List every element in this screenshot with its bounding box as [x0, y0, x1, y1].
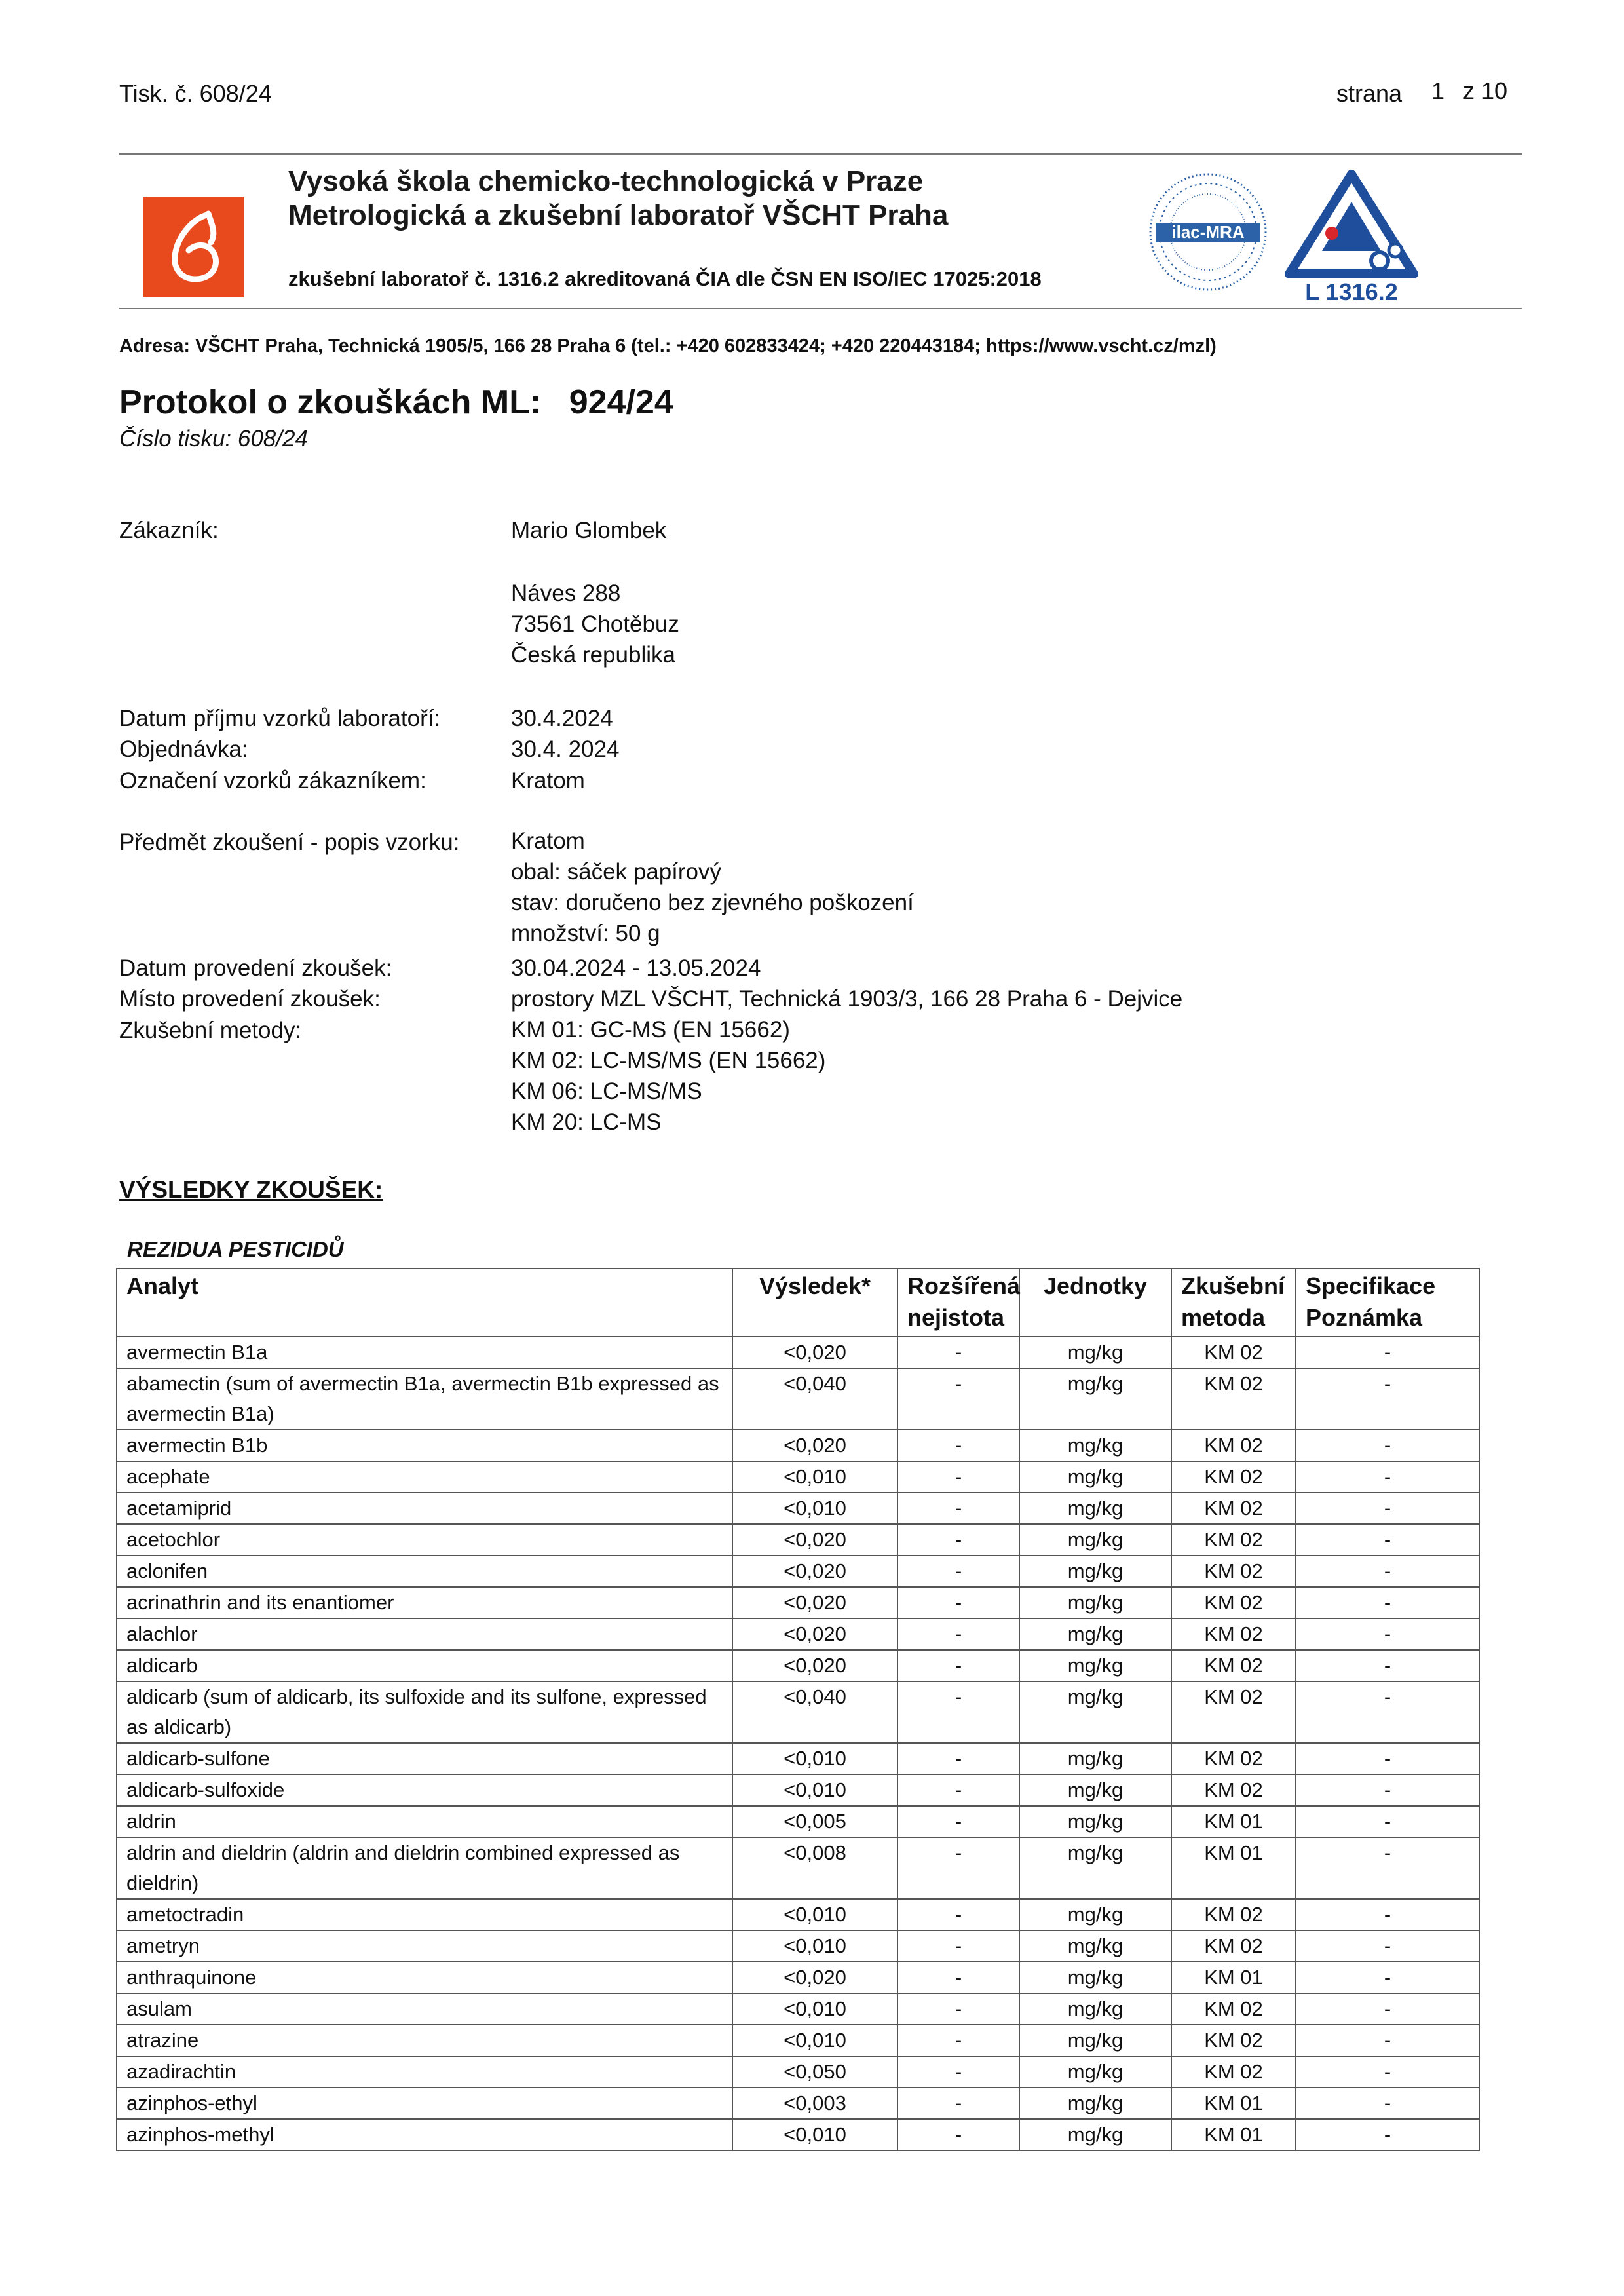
- header-bottom-rule: [119, 308, 1522, 309]
- cell-method: KM 02: [1171, 2025, 1296, 2056]
- accreditation-text: zkušební laboratoř č. 1316.2 akreditovaná ČIA dle ČSN EN ISO/IEC 17025:2018: [288, 267, 1042, 290]
- cell-result: <0,010: [732, 1774, 897, 1806]
- table-row: [117, 1337, 1479, 1368]
- cell-uncertainty: -: [897, 2025, 1019, 2056]
- cell-note: -: [1296, 1650, 1479, 1681]
- cell-result: <0,050: [732, 2056, 897, 2088]
- cell-uncertainty: -: [897, 1899, 1019, 1930]
- marking-value: Kratom: [511, 768, 585, 794]
- results-body: [117, 1337, 1479, 2151]
- cell-uncertainty: -: [897, 1337, 1019, 1368]
- institution-name: Vysoká škola chemicko-technologická v Praze: [288, 165, 924, 197]
- cell-units: mg/kg: [1019, 1556, 1171, 1587]
- cell-analyte: aldrin and dieldrin (aldrin and dieldrin combined expressed as dieldrin): [117, 1837, 732, 1899]
- cell-units: mg/kg: [1019, 1962, 1171, 1993]
- protocol-title-text: Protokol o zkouškách ML:: [119, 383, 542, 421]
- subject-line: množství: 50 g: [511, 921, 660, 946]
- table-row: [117, 1681, 1479, 1743]
- cell-note: -: [1296, 1774, 1479, 1806]
- table-row: [117, 1587, 1479, 1618]
- cell-units: mg/kg: [1019, 1368, 1171, 1430]
- cell-result: <0,020: [732, 1524, 897, 1556]
- cell-units: mg/kg: [1019, 1493, 1171, 1524]
- cell-units: mg/kg: [1019, 1681, 1171, 1743]
- method-item: KM 20: LC-MS: [511, 1109, 662, 1135]
- cell-units: mg/kg: [1019, 1774, 1171, 1806]
- customer-street: Náves 288: [511, 581, 621, 606]
- method-item: KM 01: GC-MS (EN 15662): [511, 1017, 790, 1043]
- ilac-mra-seal: [1148, 172, 1268, 292]
- test-place-value: prostory MZL VŠCHT, Technická 1903/3, 166 28 Praha 6 - Dejvice: [511, 986, 1183, 1012]
- table-row: [117, 1806, 1479, 1837]
- col-method: [1171, 1269, 1296, 1337]
- pesticide-residues-heading: REZIDUA PESTICIDŮ: [127, 1237, 344, 1261]
- cell-method: KM 02: [1171, 2056, 1296, 2088]
- subject-label: Předmět zkoušení - popis vzorku:: [119, 830, 460, 855]
- cell-method: KM 02: [1171, 1743, 1296, 1774]
- cell-units: mg/kg: [1019, 2119, 1171, 2151]
- cell-units: mg/kg: [1019, 1837, 1171, 1899]
- cell-note: -: [1296, 1461, 1479, 1493]
- col-spec-line1: Specifikace: [1306, 1272, 1436, 1299]
- cell-note: -: [1296, 1556, 1479, 1587]
- methods-list: [511, 1014, 825, 1138]
- col-result: Výsledek*: [732, 1269, 897, 1337]
- cell-result: <0,010: [732, 1493, 897, 1524]
- cell-note: -: [1296, 1618, 1479, 1650]
- cell-note: -: [1296, 2088, 1479, 2119]
- cell-result: <0,010: [732, 2119, 897, 2151]
- cell-uncertainty: -: [897, 2119, 1019, 2151]
- customer-label: Zákazník:: [119, 518, 219, 543]
- cell-note: -: [1296, 1587, 1479, 1618]
- cell-note: -: [1296, 1430, 1479, 1461]
- col-spec-line2: Poznámka: [1306, 1304, 1423, 1331]
- cell-note: -: [1296, 1899, 1479, 1930]
- subject-description: [511, 826, 914, 949]
- cell-uncertainty: -: [897, 2088, 1019, 2119]
- cell-note: -: [1296, 1962, 1479, 1993]
- receipt-label: Datum příjmu vzorků laboratoří:: [119, 706, 441, 731]
- cell-units: mg/kg: [1019, 1461, 1171, 1493]
- cell-analyte: ametryn: [117, 1930, 732, 1962]
- cell-result: <0,010: [732, 1930, 897, 1962]
- lab-name: Metrologická a zkušební laboratoř VŠCHT Praha: [288, 199, 949, 231]
- cell-method: KM 02: [1171, 1993, 1296, 2025]
- cell-analyte: acephate: [117, 1461, 732, 1493]
- subject-line: obal: sáček papírový: [511, 859, 722, 885]
- cell-units: mg/kg: [1019, 1930, 1171, 1962]
- cell-analyte: atrazine: [117, 2025, 732, 2056]
- cell-note: -: [1296, 1806, 1479, 1837]
- cell-uncertainty: -: [897, 1493, 1019, 1524]
- cell-method: KM 02: [1171, 1618, 1296, 1650]
- table-row: [117, 1837, 1479, 1899]
- protocol-title: [119, 383, 673, 422]
- print-number-italic: Číslo tisku: 608/24: [119, 426, 308, 451]
- cell-method: KM 02: [1171, 1430, 1296, 1461]
- cell-uncertainty: -: [897, 1930, 1019, 1962]
- test-date-label: Datum provedení zkoušek:: [119, 955, 392, 981]
- cell-uncertainty: -: [897, 1524, 1019, 1556]
- cell-method: KM 02: [1171, 1556, 1296, 1587]
- cell-note: -: [1296, 1743, 1479, 1774]
- cell-result: <0,010: [732, 1461, 897, 1493]
- cell-uncertainty: -: [897, 1837, 1019, 1899]
- cell-uncertainty: -: [897, 1774, 1019, 1806]
- cell-method: KM 02: [1171, 1930, 1296, 1962]
- table-row: [117, 2025, 1479, 2056]
- table-row: [117, 2119, 1479, 2151]
- cell-uncertainty: -: [897, 1430, 1019, 1461]
- cell-units: mg/kg: [1019, 1587, 1171, 1618]
- cell-note: -: [1296, 1837, 1479, 1899]
- cell-uncertainty: -: [897, 2056, 1019, 2088]
- cell-result: <0,020: [732, 1962, 897, 1993]
- cell-result: <0,010: [732, 1899, 897, 1930]
- page-total: z 10: [1463, 77, 1508, 104]
- cell-result: <0,040: [732, 1368, 897, 1430]
- cell-note: -: [1296, 1681, 1479, 1743]
- cell-note: -: [1296, 1524, 1479, 1556]
- table-row: [117, 2056, 1479, 2088]
- cell-uncertainty: -: [897, 1618, 1019, 1650]
- col-analyte: Analyt: [117, 1269, 732, 1337]
- order-value: 30.4. 2024: [511, 737, 620, 762]
- col-uncertainty-line1: Rozšířená: [907, 1272, 1021, 1299]
- print-number: Tisk. č. 608/24: [119, 80, 272, 107]
- cell-uncertainty: -: [897, 1993, 1019, 2025]
- table-row: [117, 1650, 1479, 1681]
- table-row: [117, 2088, 1479, 2119]
- cell-method: KM 02: [1171, 1524, 1296, 1556]
- cell-method: KM 02: [1171, 1587, 1296, 1618]
- cell-analyte: aldicarb (sum of aldicarb, its sulfoxide and its sulfone, expressed as aldicarb): [117, 1681, 732, 1743]
- results-heading: VÝSLEDKY ZKOUŠEK:: [119, 1176, 383, 1203]
- cell-units: mg/kg: [1019, 1899, 1171, 1930]
- cell-analyte: aldrin: [117, 1806, 732, 1837]
- cell-note: -: [1296, 1993, 1479, 2025]
- cell-analyte: ametoctradin: [117, 1899, 732, 1930]
- customer-name: Mario Glombek: [511, 518, 667, 543]
- cell-result: <0,020: [732, 1650, 897, 1681]
- customer-country: Česká republika: [511, 642, 675, 668]
- cell-units: mg/kg: [1019, 1430, 1171, 1461]
- col-method-line2: metoda: [1181, 1304, 1266, 1331]
- cell-result: <0,008: [732, 1837, 897, 1899]
- table-row: [117, 1743, 1479, 1774]
- cell-method: KM 02: [1171, 1774, 1296, 1806]
- col-units: Jednotky: [1019, 1269, 1171, 1337]
- cell-result: <0,010: [732, 2025, 897, 2056]
- cell-analyte: aldicarb-sulfoxide: [117, 1774, 732, 1806]
- cell-analyte: aclonifen: [117, 1556, 732, 1587]
- vscht-logo: [143, 197, 244, 297]
- cell-method: KM 02: [1171, 1681, 1296, 1743]
- table-row: [117, 1493, 1479, 1524]
- cia-logo: [1283, 169, 1420, 307]
- cell-units: mg/kg: [1019, 1993, 1171, 2025]
- table-row: [117, 1930, 1479, 1962]
- cell-result: <0,020: [732, 1587, 897, 1618]
- subject-line: stav: doručeno bez zjevného poškození: [511, 890, 914, 915]
- test-date-value: 30.04.2024 - 13.05.2024: [511, 955, 761, 981]
- cell-method: KM 01: [1171, 1806, 1296, 1837]
- cell-units: mg/kg: [1019, 1337, 1171, 1368]
- table-row: [117, 1899, 1479, 1930]
- page-label: strana: [1336, 80, 1403, 107]
- cell-note: -: [1296, 1337, 1479, 1368]
- cell-units: mg/kg: [1019, 2025, 1171, 2056]
- cell-method: KM 02: [1171, 1899, 1296, 1930]
- cell-analyte: acetamiprid: [117, 1493, 732, 1524]
- cell-analyte: avermectin B1b: [117, 1430, 732, 1461]
- cell-method: KM 02: [1171, 1337, 1296, 1368]
- cell-method: KM 01: [1171, 1837, 1296, 1899]
- cell-result: <0,020: [732, 1618, 897, 1650]
- method-item: KM 02: LC-MS/MS (EN 15662): [511, 1048, 826, 1073]
- cell-analyte: abamectin (sum of avermectin B1a, avermectin B1b expressed as avermectin B1a): [117, 1368, 732, 1430]
- customer-city: 73561 Chotěbuz: [511, 611, 679, 637]
- subject-line: Kratom: [511, 828, 585, 854]
- cell-result: <0,020: [732, 1430, 897, 1461]
- cell-units: mg/kg: [1019, 1650, 1171, 1681]
- marking-label: Označení vzorků zákazníkem:: [119, 768, 426, 794]
- cell-uncertainty: -: [897, 1461, 1019, 1493]
- cell-uncertainty: -: [897, 1806, 1019, 1837]
- table-row: [117, 1556, 1479, 1587]
- cell-analyte: avermectin B1a: [117, 1337, 732, 1368]
- cell-units: mg/kg: [1019, 1618, 1171, 1650]
- cell-method: KM 02: [1171, 1368, 1296, 1430]
- table-row: [117, 1461, 1479, 1493]
- cell-result: <0,020: [732, 1556, 897, 1587]
- cell-units: mg/kg: [1019, 2056, 1171, 2088]
- cell-note: -: [1296, 1493, 1479, 1524]
- table-row: [117, 1993, 1479, 2025]
- table-row: [117, 1524, 1479, 1556]
- table-row: [117, 1962, 1479, 1993]
- cell-uncertainty: -: [897, 1650, 1019, 1681]
- cell-units: mg/kg: [1019, 1806, 1171, 1837]
- cell-units: mg/kg: [1019, 2088, 1171, 2119]
- cell-note: -: [1296, 1930, 1479, 1962]
- cell-analyte: azinphos-methyl: [117, 2119, 732, 2151]
- lab-address: Adresa: VŠCHT Praha, Technická 1905/5, 166 28 Praha 6 (tel.: +420 602833424; +420 220443184; https://www.vscht.cz/mzl): [119, 335, 1217, 356]
- cell-method: KM 02: [1171, 1461, 1296, 1493]
- method-item: KM 06: LC-MS/MS: [511, 1079, 702, 1104]
- table-row: [117, 1368, 1479, 1430]
- col-spec: [1296, 1269, 1479, 1337]
- protocol-number: 924/24: [569, 383, 673, 421]
- cell-result: <0,010: [732, 1743, 897, 1774]
- cell-method: KM 02: [1171, 1650, 1296, 1681]
- table-row: [117, 1430, 1479, 1461]
- cell-note: -: [1296, 2025, 1479, 2056]
- cell-analyte: asulam: [117, 1993, 732, 2025]
- methods-label: Zkušební metody:: [119, 1018, 302, 1043]
- cell-method: KM 02: [1171, 1493, 1296, 1524]
- cell-result: <0,003: [732, 2088, 897, 2119]
- cell-uncertainty: -: [897, 1962, 1019, 1993]
- cell-units: mg/kg: [1019, 1524, 1171, 1556]
- cia-code: L 1316.2: [1305, 278, 1398, 305]
- table-row: [117, 1618, 1479, 1650]
- cell-method: KM 01: [1171, 2088, 1296, 2119]
- cell-analyte: anthraquinone: [117, 1962, 732, 1993]
- cell-note: -: [1296, 1368, 1479, 1430]
- cell-uncertainty: -: [897, 1556, 1019, 1587]
- col-method-line1: Zkušební: [1181, 1272, 1285, 1299]
- cell-uncertainty: -: [897, 1743, 1019, 1774]
- cell-uncertainty: -: [897, 1681, 1019, 1743]
- cell-note: -: [1296, 2119, 1479, 2151]
- test-place-label: Místo provedení zkoušek:: [119, 986, 381, 1012]
- cell-result: <0,010: [732, 1993, 897, 2025]
- results-header-row: [117, 1269, 1479, 1337]
- cell-analyte: azinphos-ethyl: [117, 2088, 732, 2119]
- table-row: [117, 1774, 1479, 1806]
- col-uncertainty-line2: nejistota: [907, 1304, 1005, 1331]
- cell-result: <0,040: [732, 1681, 897, 1743]
- cell-uncertainty: -: [897, 1587, 1019, 1618]
- col-uncertainty: [897, 1269, 1019, 1337]
- cell-units: mg/kg: [1019, 1743, 1171, 1774]
- results-table: [116, 1268, 1480, 2151]
- cell-analyte: aldicarb-sulfone: [117, 1743, 732, 1774]
- page-current: 1: [1431, 77, 1445, 104]
- cell-result: <0,005: [732, 1806, 897, 1837]
- header-rule: [119, 153, 1522, 155]
- cell-analyte: alachlor: [117, 1618, 732, 1650]
- cell-note: -: [1296, 2056, 1479, 2088]
- cell-analyte: acrinathrin and its enantiomer: [117, 1587, 732, 1618]
- ilac-text: ilac-MRA: [1171, 222, 1245, 242]
- cell-result: <0,020: [732, 1337, 897, 1368]
- cell-analyte: aldicarb: [117, 1650, 732, 1681]
- cell-analyte: acetochlor: [117, 1524, 732, 1556]
- order-label: Objednávka:: [119, 737, 248, 762]
- receipt-value: 30.4.2024: [511, 706, 613, 731]
- cell-method: KM 01: [1171, 1962, 1296, 1993]
- cell-analyte: azadirachtin: [117, 2056, 732, 2088]
- cell-method: KM 01: [1171, 2119, 1296, 2151]
- cell-uncertainty: -: [897, 1368, 1019, 1430]
